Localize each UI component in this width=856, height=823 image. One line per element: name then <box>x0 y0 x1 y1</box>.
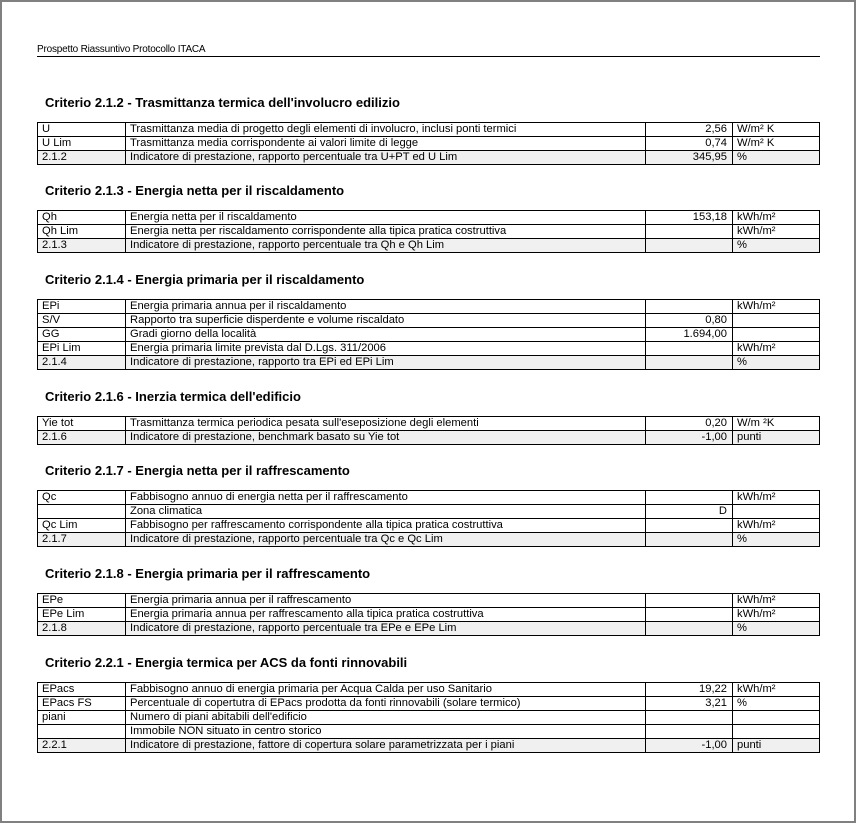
indicator-row <box>38 356 820 370</box>
table-row <box>38 328 820 342</box>
table-row <box>38 225 820 239</box>
row-description: Trasmittanza media corrispondente ai valori limite di legge <box>126 137 646 151</box>
row-code: Qh <box>38 211 126 225</box>
row-code: GG <box>38 328 126 342</box>
table-row <box>38 697 820 711</box>
row-unit: punti <box>733 739 820 753</box>
row-value <box>646 491 733 505</box>
row-unit: % <box>733 697 820 711</box>
row-description: Fabbisogno per raffrescamento corrispondente alla tipica pratica costruttiva <box>126 519 646 533</box>
row-code: Qc Lim <box>38 519 126 533</box>
criteria-table <box>37 682 820 753</box>
row-unit: W/m² K <box>733 123 820 137</box>
row-code <box>38 505 126 519</box>
row-code: EPacs FS <box>38 697 126 711</box>
indicator-row <box>38 151 820 165</box>
row-description: Fabbisogno annuo di energia netta per il raffrescamento <box>126 491 646 505</box>
section-title: Criterio 2.1.2 - Trasmittanza termica dell'involucro edilizio <box>45 95 400 110</box>
row-value <box>646 239 733 253</box>
indicator-row <box>38 622 820 636</box>
row-code: 2.1.8 <box>38 622 126 636</box>
row-code: 2.1.3 <box>38 239 126 253</box>
row-unit <box>733 328 820 342</box>
row-unit: kWh/m² <box>733 300 820 314</box>
row-description: Indicatore di prestazione, rapporto tra EPi ed EPi Lim <box>126 356 646 370</box>
row-unit <box>733 505 820 519</box>
row-value: 1.694,00 <box>646 328 733 342</box>
row-unit: kWh/m² <box>733 211 820 225</box>
row-value <box>646 622 733 636</box>
row-description: Indicatore di prestazione, benchmark basato su Yie tot <box>126 431 646 445</box>
section-title: Criterio 2.1.7 - Energia netta per il raffrescamento <box>45 463 350 478</box>
row-unit: kWh/m² <box>733 594 820 608</box>
section-criterio-2-1-6 <box>37 389 820 445</box>
row-code: 2.1.6 <box>38 431 126 445</box>
row-code: 2.2.1 <box>38 739 126 753</box>
row-code: EPe <box>38 594 126 608</box>
row-description: Percentuale di copertutra di EPacs prodotta da fonti rinnovabili (solare termico) <box>126 697 646 711</box>
row-description: Numero di piani abitabili dell'edificio <box>126 711 646 725</box>
row-description: Energia primaria limite prevista dal D.Lgs. 311/2006 <box>126 342 646 356</box>
criteria-table <box>37 122 820 165</box>
row-description: Indicatore di prestazione, rapporto percentuale tra Qh e Qh Lim <box>126 239 646 253</box>
row-value: -1,00 <box>646 431 733 445</box>
row-value <box>646 533 733 547</box>
table-row <box>38 505 820 519</box>
table-row <box>38 683 820 697</box>
row-description: Indicatore di prestazione, fattore di copertura solare parametrizzata per i piani <box>126 739 646 753</box>
section-title: Criterio 2.1.3 - Energia netta per il riscaldamento <box>45 183 345 198</box>
row-code: EPacs <box>38 683 126 697</box>
row-description: Energia netta per riscaldamento corrispondente alla tipica pratica costruttiva <box>126 225 646 239</box>
table-row <box>38 123 820 137</box>
row-value: 0,80 <box>646 314 733 328</box>
table-row <box>38 519 820 533</box>
row-code: piani <box>38 711 126 725</box>
row-code: Qh Lim <box>38 225 126 239</box>
row-description: Energia primaria annua per il raffrescamento <box>126 594 646 608</box>
criteria-table <box>37 593 820 636</box>
row-unit: kWh/m² <box>733 225 820 239</box>
row-description: Indicatore di prestazione, rapporto percentuale tra Qc e Qc Lim <box>126 533 646 547</box>
section-title: Criterio 2.1.4 - Energia primaria per il riscaldamento <box>45 272 365 287</box>
row-code: 2.1.4 <box>38 356 126 370</box>
section-criterio-2-1-4 <box>37 272 820 370</box>
row-description: Indicatore di prestazione, rapporto percentuale tra U+PT ed U Lim <box>126 151 646 165</box>
row-value: 3,21 <box>646 697 733 711</box>
table-row <box>38 725 820 739</box>
row-value <box>646 594 733 608</box>
row-description: Trasmittanza media di progetto degli elementi di involucro, inclusi ponti termici <box>126 123 646 137</box>
row-value: 2,56 <box>646 123 733 137</box>
row-code: Yie tot <box>38 417 126 431</box>
row-unit: % <box>733 356 820 370</box>
row-code: U Lim <box>38 137 126 151</box>
row-unit: % <box>733 151 820 165</box>
row-unit: punti <box>733 431 820 445</box>
row-code: Qc <box>38 491 126 505</box>
table-row <box>38 594 820 608</box>
section-criterio-2-1-2 <box>37 95 820 165</box>
section-title: Criterio 2.2.1 - Energia termica per ACS da fonti rinnovabili <box>45 655 408 670</box>
row-code: S/V <box>38 314 126 328</box>
row-description: Gradi giorno della località <box>126 328 646 342</box>
section-criterio-2-1-3 <box>37 183 820 253</box>
section-title: Criterio 2.1.6 - Inerzia termica dell'edificio <box>45 389 301 404</box>
row-description: Energia netta per il riscaldamento <box>126 211 646 225</box>
criteria-table <box>37 416 820 445</box>
row-description: Immobile NON situato in centro storico <box>126 725 646 739</box>
table-row <box>38 608 820 622</box>
indicator-row <box>38 431 820 445</box>
row-value <box>646 725 733 739</box>
row-value <box>646 711 733 725</box>
row-value <box>646 300 733 314</box>
row-value: D <box>646 505 733 519</box>
row-value: 0,20 <box>646 417 733 431</box>
row-unit: kWh/m² <box>733 683 820 697</box>
row-unit: W/m² K <box>733 137 820 151</box>
section-title: Criterio 2.1.8 - Energia primaria per il raffrescamento <box>45 566 371 581</box>
row-unit: kWh/m² <box>733 491 820 505</box>
table-row <box>38 137 820 151</box>
row-description: Energia primaria annua per il riscaldamento <box>126 300 646 314</box>
row-description: Indicatore di prestazione, rapporto percentuale tra EPe e EPe Lim <box>126 622 646 636</box>
criteria-table <box>37 299 820 370</box>
row-unit: kWh/m² <box>733 342 820 356</box>
row-code: 2.1.7 <box>38 533 126 547</box>
row-description: Energia primaria annua per raffrescamento alla tipica pratica costruttiva <box>126 608 646 622</box>
row-description: Fabbisogno annuo di energia primaria per Acqua Calda per uso Sanitario <box>126 683 646 697</box>
row-value <box>646 608 733 622</box>
table-row <box>38 711 820 725</box>
criteria-table <box>37 210 820 253</box>
table-row <box>38 342 820 356</box>
row-unit: kWh/m² <box>733 519 820 533</box>
indicator-row <box>38 739 820 753</box>
row-unit: % <box>733 239 820 253</box>
table-row <box>38 300 820 314</box>
row-code: U <box>38 123 126 137</box>
row-value <box>646 225 733 239</box>
row-value: 345,95 <box>646 151 733 165</box>
indicator-row <box>38 239 820 253</box>
section-criterio-2-1-8 <box>37 566 820 636</box>
row-code <box>38 725 126 739</box>
row-description: Zona climatica <box>126 505 646 519</box>
row-description: Rapporto tra superficie disperdente e volume riscaldato <box>126 314 646 328</box>
row-value <box>646 342 733 356</box>
row-value: 153,18 <box>646 211 733 225</box>
document-header: Prospetto Riassuntivo Protocollo ITACA <box>37 44 820 57</box>
table-row <box>38 314 820 328</box>
table-row <box>38 417 820 431</box>
row-unit: % <box>733 533 820 547</box>
row-value: -1,00 <box>646 739 733 753</box>
indicator-row <box>38 533 820 547</box>
row-unit <box>733 725 820 739</box>
row-code: EPe Lim <box>38 608 126 622</box>
table-row <box>38 211 820 225</box>
criteria-table <box>37 490 820 547</box>
row-value <box>646 356 733 370</box>
row-unit: % <box>733 622 820 636</box>
row-value: 0,74 <box>646 137 733 151</box>
row-unit <box>733 314 820 328</box>
row-unit: W/m ²K <box>733 417 820 431</box>
row-unit <box>733 711 820 725</box>
row-code: EPi <box>38 300 126 314</box>
row-value: 19,22 <box>646 683 733 697</box>
row-description: Trasmittanza termica periodica pesata sull'eseposizione degli elementi <box>126 417 646 431</box>
table-row <box>38 491 820 505</box>
row-code: EPi Lim <box>38 342 126 356</box>
section-criterio-2-1-7 <box>37 463 820 547</box>
section-criterio-2-2-1 <box>37 655 820 753</box>
row-code: 2.1.2 <box>38 151 126 165</box>
row-value <box>646 519 733 533</box>
row-unit: kWh/m² <box>733 608 820 622</box>
